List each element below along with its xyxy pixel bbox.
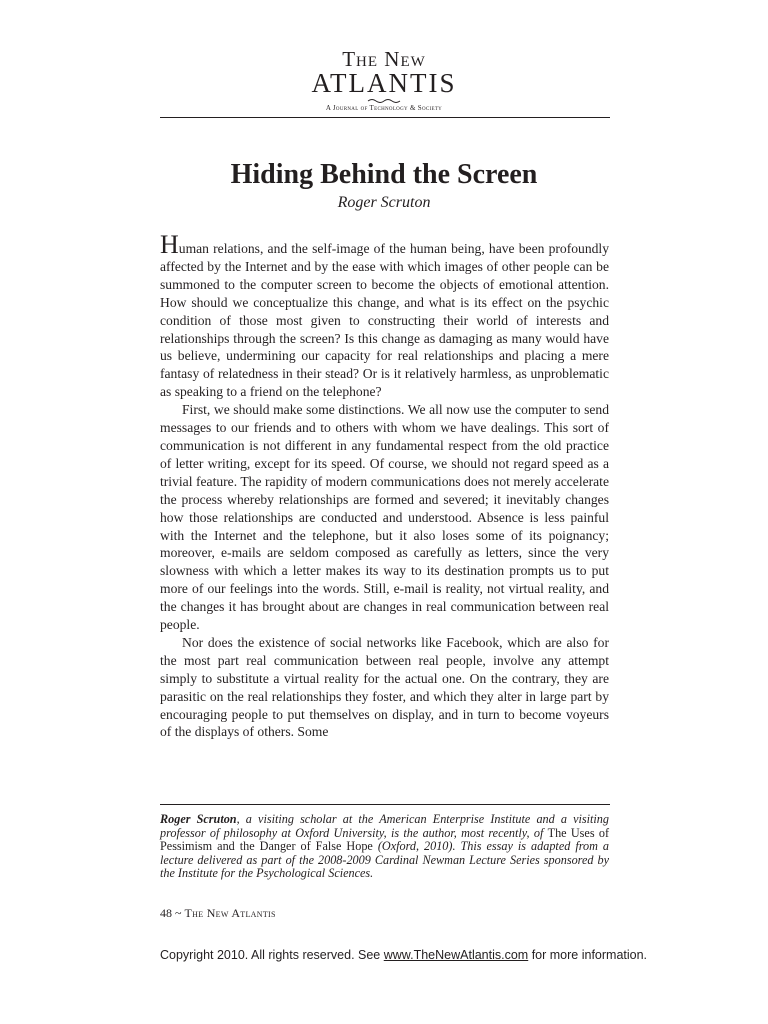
paragraph-2: First, we should make some distinctions. We all now use the computer to send messages to our friends and to others with whom we have dealings. This sort of communication is not different in any fundamental respect from the old practice of letter writing, except for its speed. Of course, we should not regard speed as a trivial feature. The rapidity of modern communications does not merely accelerate the process whereby relationships are formed and severed; it inevitably changes how those relationships are conducted and understood. Absence is less painful with the Internet and the telephone, but it also loses some of its poignancy; moreover, e-mails are seldom composed as carefully as letters, since the very slowness with which a letter makes its way to its destination prompts us to put more of our feelings into the words. Still, e-mail is reality, not virtual reality, and the changes it has brought about are changes in real communication between real people.	[160, 402, 609, 633]
bio-text-2: (Oxford, 2010). This essay is adapted from a lecture delivered as part of the 2008-2009 Cardinal Newman Lecture Series sponsored by the Institute for the Psychological Sciences.	[160, 839, 609, 880]
masthead	[0, 48, 768, 113]
paragraph-1	[160, 230, 609, 401]
copyright-notice	[160, 947, 647, 963]
article-body	[160, 230, 609, 741]
folio-separator: ~	[175, 906, 182, 920]
masthead-line1: The New	[342, 47, 426, 71]
website-link[interactable]: www.TheNewAtlantis.com	[383, 948, 529, 962]
author-bio	[160, 813, 609, 881]
copyright-suffix: for more information.	[528, 948, 648, 962]
article-author: Roger Scruton	[337, 194, 431, 211]
footnote-rule	[160, 804, 610, 805]
masthead-line2: ATLANTIS	[311, 68, 457, 98]
page-number: 48	[160, 906, 172, 920]
bio-text-1: , a visiting scholar at the American Enterprise Institute and a visiting professor of philosophy at Oxford University, is the author, most recently, of	[160, 812, 609, 840]
header-rule	[160, 117, 610, 118]
paragraph-3: Nor does the existence of social networks like Facebook, which are also for the most part real communication between real people, involve any attempt simply to substitute a virtual reality for the actual one. On the contrary, they are parasitic on the real relationships they foster, and which they alter in large part by encouraging people to put themselves on display, and in turn to become voyeurs of the displays of others. Some	[160, 634, 609, 740]
bio-author-name: Roger Scruton	[160, 812, 237, 826]
paragraph-1-text: uman relations, and the self-image of the human being, have been profoundly affected by the Internet and by the ease with which images of other people can be summoned to the computer screen to become the objects of emotional attention. How should we conceptualize this change, and what is its effect on the psychic condition of those most given to constructing their world of interests and relationships through the screen? Is this change as damaging as many would have us believe, undermining our capacity for real relationships and placing a mere fantasy of relatedness in their stead? Or is it relatively harmless, as unproblematic as speaking to a friend on the telephone?	[160, 241, 609, 400]
page-folio	[160, 906, 276, 920]
masthead-subtitle: A Journal of Technology & Society	[325, 104, 443, 112]
folio-journal: The New Atlantis	[184, 906, 276, 920]
article-title: Hiding Behind the Screen	[230, 159, 538, 190]
bio-book-title: The Uses of Pessimism and the Danger of False Hope	[160, 825, 609, 853]
drop-cap: H	[160, 230, 179, 259]
copyright-prefix: Copyright 2010. All rights reserved. See	[160, 948, 384, 962]
